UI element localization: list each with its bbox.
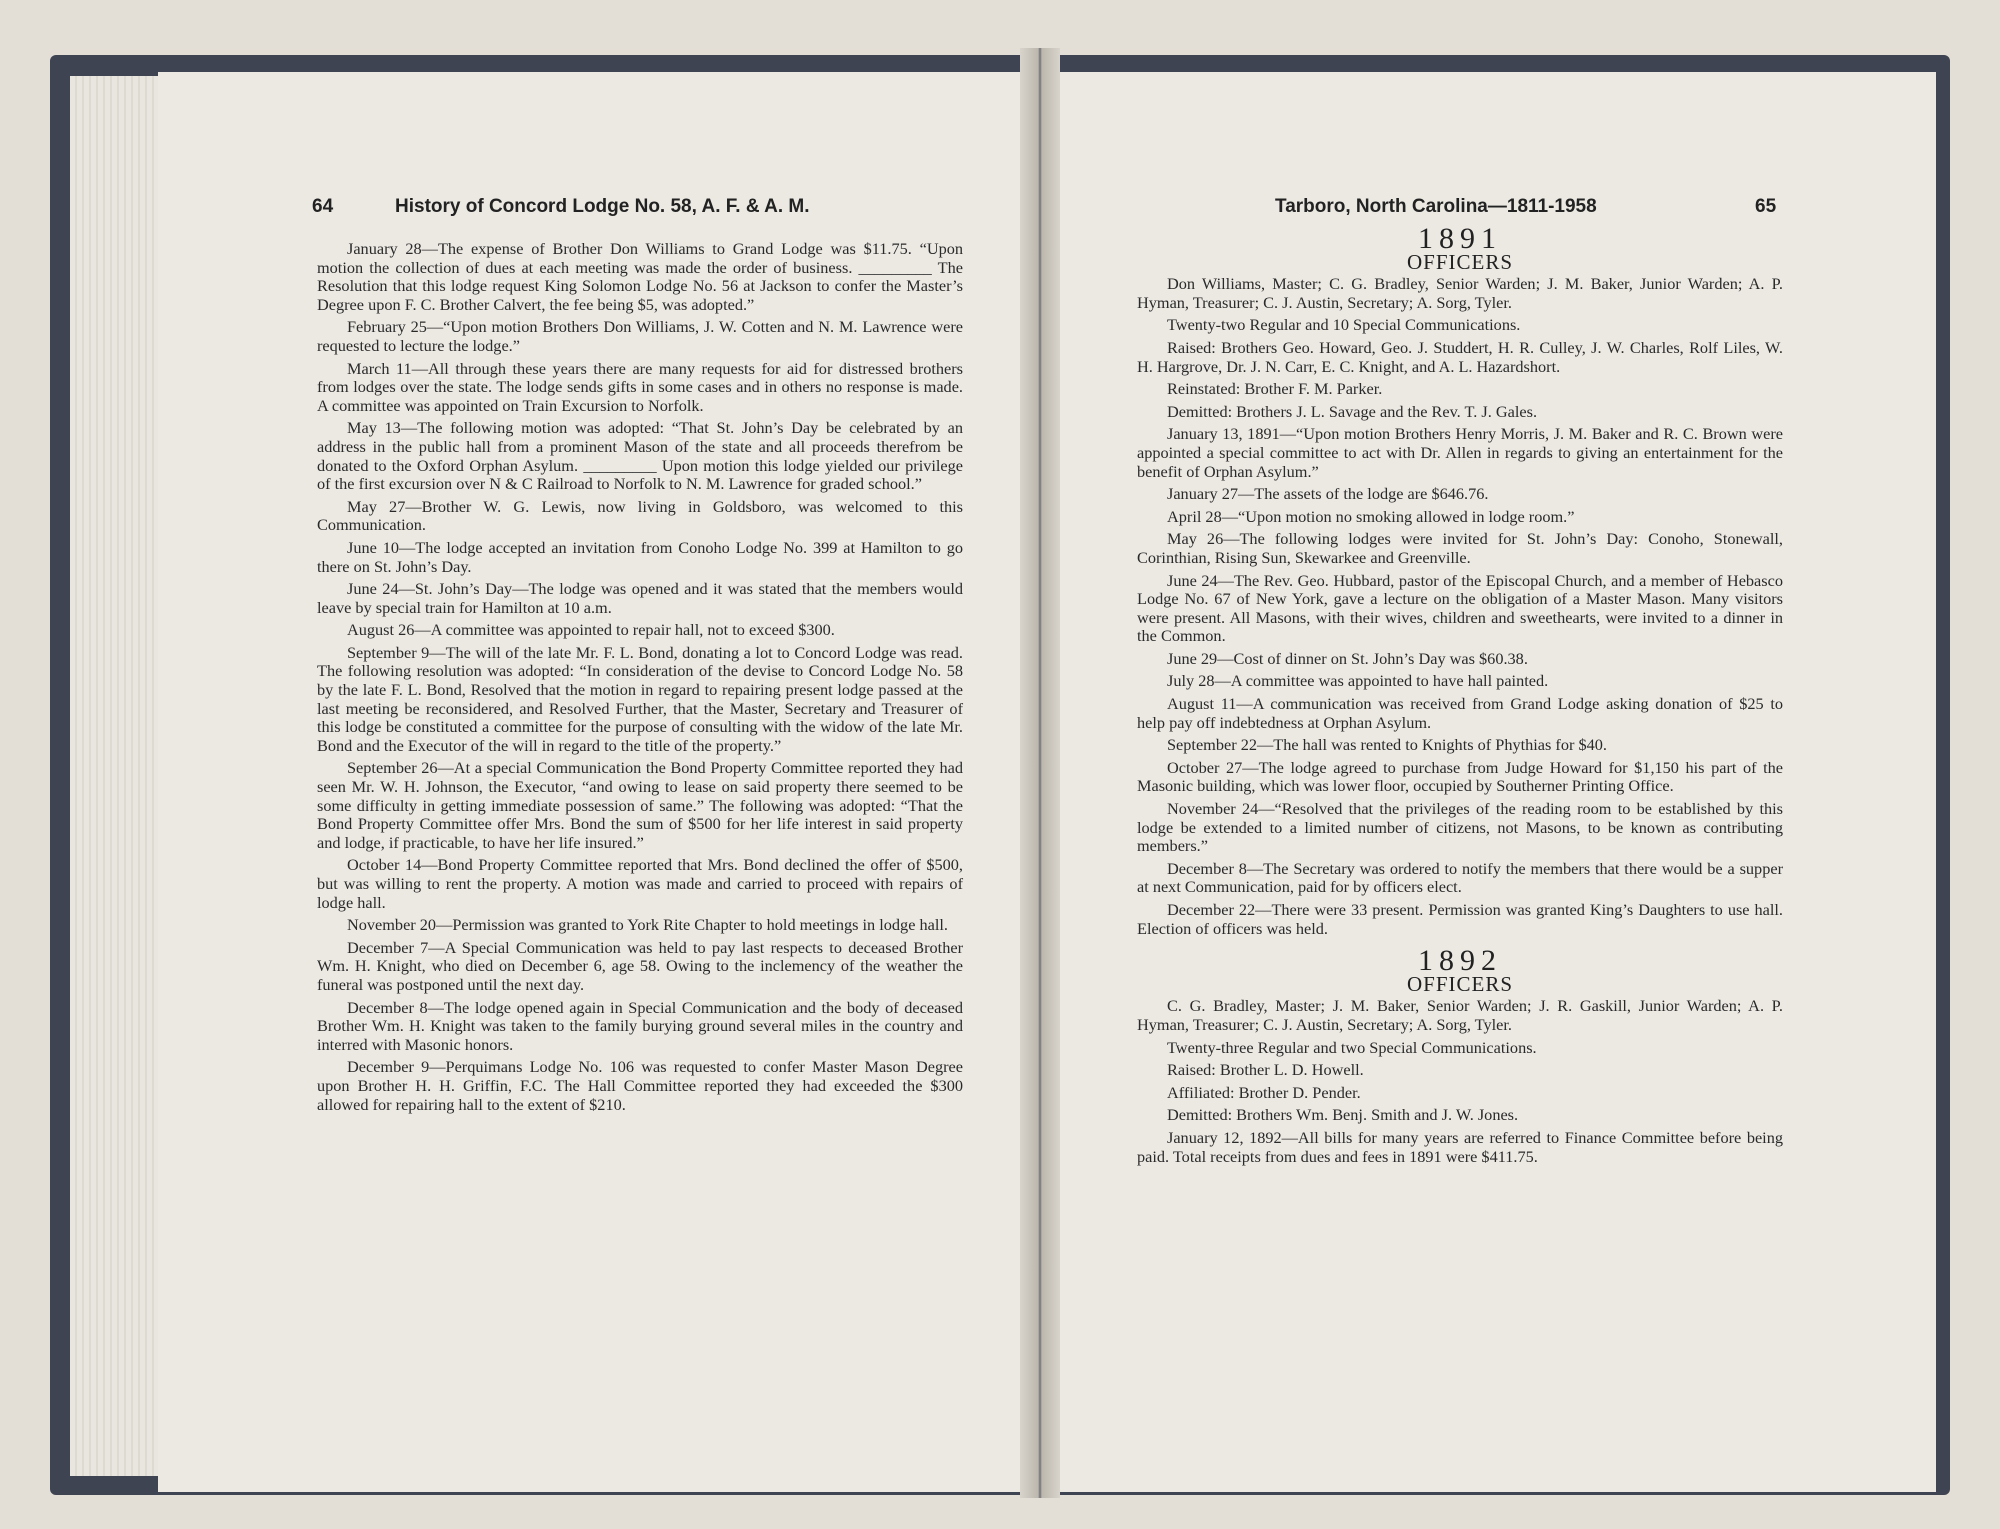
paragraph: September 26—At a special Communication the Bond Property Committee reported they had seen Mr. W. H. Johnson, the Executor, “and owing to lease on said property there seemed to be some difficulty in getting immediate possession of same.” The following was adopted: “That the Bond Property Committee offer Mrs. Bond the sum of $500 for her life interest in said property and lodge, if practicable, to have her life insured.” (317, 758, 963, 852)
paragraph: January 12, 1892—All bills for many years are referred to Finance Committee before being paid. Total receipts from dues and fees in 1891 were $411.75. (1137, 1127, 1783, 1166)
officers-heading-1892: OFFICERS (1406, 971, 1514, 996)
paragraph: Raised: Brothers Geo. Howard, Geo. J. Studdert, H. R. Culley, J. W. Charles, Rolf Liles, W. H. Hargrove, Dr. J. N. Carr, E. C. Knight, and A. L. Hazardshort. (1137, 337, 1783, 376)
page-edges (70, 76, 170, 1476)
paragraph: December 8—The lodge opened again in Special Communication and the body of deceased Brother Wm. H. Knight was taken to the family burying ground several miles in the country and interred with Masonic honors. (317, 997, 963, 1054)
right-running-title: Tarboro, North Carolina—1811-1958 (1275, 196, 1597, 217)
paragraph: April 28—“Upon motion no smoking allowed in lodge room.” (1167, 506, 1575, 526)
paragraph: December 9—Perquimans Lodge No. 106 was requested to confer Master Mason Degree upon Brother H. H. Griffin, F.C. The Hall Committee reported they had exceeded the $300 allowed for repairing hall to the extent of $210. (317, 1057, 963, 1114)
paragraph: September 9—The will of the late Mr. F. L. Bond, donating a lot to Concord Lodge was read. The following resolution was adopted: “In consideration of the devise to Concord Lodge No. 58 by the late F. L. Bond, Resolved that the motion in regard to repairing present lodge passed at the last meeting be reconsidered, and Resolved Further, that the Master, Secretary and Treasurer of this lodge be constituted a committee for the purpose of consulting with the widow of the late Mr. Bond and the Executor of the will in regard to the title of the property.” (317, 642, 963, 755)
paragraph: August 11—A communication was received from Grand Lodge asking donation of $25 to help pay off indebtedness at Orphan Asylum. (1137, 694, 1783, 732)
paragraph: Affiliated: Brother D. Pender. (1167, 1082, 1361, 1102)
paragraph: December 22—There were 33 present. Permission was granted King’s Daughters to use hall. Election of officers was held. (1137, 900, 1783, 938)
paragraph: June 24—The Rev. Geo. Hubbard, pastor of the Episcopal Church, and a member of Hebasco Lodge No. 67 of New York, gave a lecture on the obligation of a Master Mason. Many visitors were present. All Masons, with their wives, children and sweethearts, were invited to a dinner in the Common. (1137, 570, 1783, 646)
paragraph: March 11—All through these years there are many requests for aid for distressed brothers from lodges over the state. The lodge sends gifts in some cases and in others no response is made. A committee was appointed on Train Excursion to Norfolk. (317, 358, 963, 415)
paragraph: C. G. Bradley, Master; J. M. Baker, Senior Warden; J. R. Gaskill, Junior Warden; A. P. Hyman, Treasurer; C. J. Austin, Secretary; A. Sorg, Tyler. (1137, 996, 1783, 1034)
paragraph: Twenty-two Regular and 10 Special Communications. (1167, 315, 1521, 335)
paragraph: May 13—The following motion was adopted: “That St. John’s Day be celebrated by an address in the public hall from a prominent Mason of the state and all proceeds therefrom be donated to the Oxford Orphan Asylum. _________ Upon motion this lodge yielded our privilege of the first excursion over N & C Railroad to Norfolk to N. M. Lawrence for graded school.” (317, 418, 963, 494)
paragraph: Demitted: Brothers Wm. Benj. Smith and J. W. Jones. (1167, 1105, 1519, 1125)
paragraph: November 20—Permission was granted to York Rite Chapter to hold meetings in lodge hall. (347, 915, 948, 935)
paragraph: August 26—A committee was appointed to repair hall, not to exceed $300. (347, 620, 835, 640)
paragraph: May 27—Brother W. G. Lewis, now living in Goldsboro, was welcomed to this Communication. (317, 496, 963, 535)
year-heading-1892: 1892 (1418, 944, 1502, 978)
paragraph: Twenty-three Regular and two Special Communications. (1167, 1037, 1537, 1057)
paragraph: July 28—A committee was appointed to have hall painted. (1167, 671, 1549, 691)
right-page-number: 65 (1755, 196, 1777, 217)
paragraph: September 22—The hall was rented to Knights of Phythias for $40. (1167, 735, 1607, 755)
paragraph: December 7—A Special Communication was held to pay last respects to deceased Brother Wm. H. Knight, who died on December 6, age 58. Owing to the inclemency of the weather the funeral was postponed until the next day. (317, 937, 963, 994)
paragraph: February 25—“Upon motion Brothers Don Williams, J. W. Cotten and N. M. Lawrence were requested to lecture the lodge.” (317, 317, 963, 355)
book-gutter (1020, 48, 1060, 1498)
paragraph: December 8—The Secretary was ordered to notify the members that there would be a supper at next Communication, paid for by officers elect. (1137, 858, 1783, 897)
paragraph: June 10—The lodge accepted an invitation from Conoho Lodge No. 399 at Hamilton to go there on St. John’s Day. (317, 537, 963, 576)
paragraph: January 28—The expense of Brother Don Williams to Grand Lodge was $11.75. “Upon motion the collection of dues at each meeting was made the order of business. _________ The Resolution that this lodge request King Solomon Lodge No. 56 at Jackson to confer the Master’s Degree upon F. C. Brother Calvert, the fee being $5, was adopted.” (317, 239, 963, 314)
paragraph: Don Williams, Master; C. G. Bradley, Senior Warden; J. M. Baker, Junior Warden; A. P. Hyman, Treasurer; C. J. Austin, Secretary; A. Sorg, Tyler. (1137, 274, 1783, 312)
left-page-number: 64 (312, 196, 334, 217)
paragraph: October 14—Bond Property Committee reported that Mrs. Bond declined the offer of $500, but was willing to rent the property. A motion was made and carried to proceed with repairs of lodge hall. (317, 855, 963, 912)
paragraph: May 26—The following lodges were invited for St. John’s Day: Conoho, Stonewall, Corinthian, Rising Sun, Skewarkee and Greenville. (1137, 529, 1783, 567)
officers-heading-1891: OFFICERS (1406, 249, 1514, 274)
paragraph: January 27—The assets of the lodge are $646.76. (1167, 484, 1489, 504)
year-heading-1891: 1891 (1418, 222, 1502, 255)
paragraph: June 29—Cost of dinner on St. John’s Day was $60.38. (1167, 648, 1528, 668)
paragraph: June 24—St. John’s Day—The lodge was opened and it was stated that the members would leave by special train for Hamilton at 10 a.m. (317, 579, 963, 617)
paragraph: January 13, 1891—“Upon motion Brothers Henry Morris, J. M. Baker and R. C. Brown were appointed a special committee to act with Dr. Allen in regards to giving an entertainment for the benefit of Orphan Asylum.” (1137, 424, 1783, 481)
paragraph: Demitted: Brothers J. L. Savage and the Rev. T. J. Gales. (1167, 401, 1538, 421)
paragraph: Raised: Brother L. D. Howell. (1167, 1060, 1364, 1080)
paragraph: Reinstated: Brother F. M. Parker. (1167, 379, 1383, 399)
left-page-text (317, 240, 963, 1118)
paragraph: November 24—“Resolved that the privileges of the reading room to be established by this lodge be extended to a limited number of citizens, not Masons, to be known as contributing members.” (1137, 799, 1783, 856)
paragraph: October 27—The lodge agreed to purchase from Judge Howard for $1,150 his part of the Masonic building, which was lower floor, occupied by Southerner Printing Office. (1137, 757, 1783, 796)
right-page-text (1137, 222, 1783, 1170)
left-running-title: History of Concord Lodge No. 58, A. F. & A. M. (395, 196, 810, 217)
